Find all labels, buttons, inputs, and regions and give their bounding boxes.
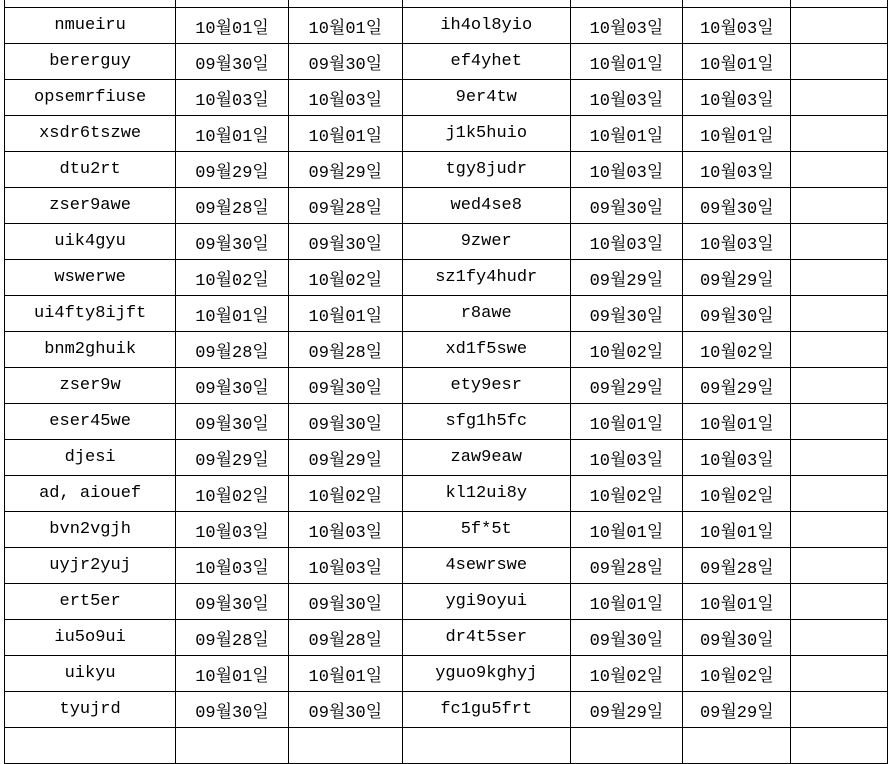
date-cell[interactable]: 09월28일 — [683, 548, 791, 584]
name-cell[interactable]: uikyu — [5, 656, 176, 692]
clipped-edge-cell[interactable] — [791, 332, 888, 368]
clipped-edge-cell[interactable] — [791, 368, 888, 404]
clipped-edge-cell[interactable] — [791, 584, 888, 620]
date-cell[interactable]: 09월30일 — [570, 296, 683, 332]
date-cell[interactable]: 09월30일 — [288, 584, 402, 620]
date-cell[interactable]: 09월30일 — [288, 44, 402, 80]
date-cell[interactable]: 09월29일 — [176, 440, 289, 476]
name-cell[interactable]: xd1f5swe — [402, 332, 570, 368]
date-cell[interactable]: 09월29일 — [683, 692, 791, 728]
date-cell[interactable]: 09월30일 — [683, 188, 791, 224]
table-row — [5, 80, 888, 116]
table-row — [5, 8, 888, 44]
date-cell[interactable] — [570, 0, 683, 8]
name-cell[interactable]: tyujrd — [5, 692, 176, 728]
table-row — [5, 332, 888, 368]
date-cell[interactable]: 09월30일 — [288, 224, 402, 260]
date-cell[interactable]: 10월01일 — [570, 584, 683, 620]
table-row — [5, 692, 888, 728]
date-cell[interactable]: 10월01일 — [176, 296, 289, 332]
name-cell[interactable]: ui4fty8ijft — [5, 296, 176, 332]
date-cell[interactable]: 10월01일 — [683, 44, 791, 80]
name-cell[interactable]: sz1fy4hudr — [402, 260, 570, 296]
date-cell[interactable] — [570, 728, 683, 764]
date-cell[interactable]: 10월01일 — [570, 404, 683, 440]
clipped-edge-cell[interactable] — [791, 152, 888, 188]
clipped-edge-cell[interactable] — [791, 548, 888, 584]
clipped-edge-cell[interactable] — [791, 224, 888, 260]
clipped-edge-cell[interactable] — [791, 80, 888, 116]
name-cell[interactable]: eser45we — [5, 404, 176, 440]
name-cell[interactable]: zser9awe — [5, 188, 176, 224]
clipped-edge-cell[interactable] — [791, 8, 888, 44]
date-cell[interactable]: 09월28일 — [288, 620, 402, 656]
date-cell[interactable]: 10월02일 — [288, 476, 402, 512]
name-cell[interactable]: iu5o9ui — [5, 620, 176, 656]
date-cell[interactable]: 10월01일 — [176, 116, 289, 152]
date-cell[interactable]: 09월28일 — [176, 620, 289, 656]
date-cell[interactable]: 09월30일 — [683, 620, 791, 656]
name-cell[interactable]: zaw9eaw — [402, 440, 570, 476]
date-cell[interactable]: 10월03일 — [570, 80, 683, 116]
date-cell[interactable]: 10월01일 — [683, 116, 791, 152]
date-cell[interactable]: 10월01일 — [288, 8, 402, 44]
date-cell[interactable]: 09월29일 — [288, 440, 402, 476]
date-cell[interactable]: 10월01일 — [288, 296, 402, 332]
name-cell[interactable]: nmueiru — [5, 8, 176, 44]
table-row — [5, 152, 888, 188]
name-cell[interactable]: djesi — [5, 440, 176, 476]
date-cell[interactable]: 10월02일 — [176, 476, 289, 512]
date-cell[interactable]: 10월03일 — [176, 512, 289, 548]
date-cell[interactable]: 09월28일 — [288, 332, 402, 368]
date-cell[interactable]: 10월03일 — [570, 152, 683, 188]
date-cell[interactable]: 09월30일 — [570, 620, 683, 656]
table-row — [5, 584, 888, 620]
name-cell[interactable]: 9zwer — [402, 224, 570, 260]
name-cell[interactable]: sfg1h5fc — [402, 404, 570, 440]
name-cell[interactable] — [5, 728, 176, 764]
date-cell[interactable]: 09월29일 — [683, 260, 791, 296]
clipped-edge-cell[interactable] — [791, 296, 888, 332]
date-cell[interactable]: 10월03일 — [683, 224, 791, 260]
date-cell[interactable]: 10월03일 — [288, 548, 402, 584]
date-cell[interactable]: 10월01일 — [288, 656, 402, 692]
name-cell[interactable]: bvn2vgjh — [5, 512, 176, 548]
clipped-edge-cell[interactable] — [791, 512, 888, 548]
table-row — [5, 404, 888, 440]
name-cell[interactable]: yguo9kghyj — [402, 656, 570, 692]
spreadsheet-body — [5, 0, 888, 764]
name-cell[interactable]: 4sewrswe — [402, 548, 570, 584]
table-row — [5, 44, 888, 80]
name-cell[interactable]: fc1gu5frt — [402, 692, 570, 728]
date-cell[interactable] — [683, 728, 791, 764]
name-cell[interactable]: bererguy — [5, 44, 176, 80]
spreadsheet-table — [4, 0, 888, 764]
date-cell[interactable]: 09월30일 — [176, 404, 289, 440]
name-cell[interactable]: bnm2ghuik — [5, 332, 176, 368]
partial-clipped-row — [5, 728, 888, 764]
date-cell[interactable]: 10월01일 — [176, 8, 289, 44]
table-row — [5, 188, 888, 224]
date-cell[interactable]: 09월30일 — [288, 692, 402, 728]
name-cell[interactable]: zser9w — [5, 368, 176, 404]
date-cell[interactable]: 10월03일 — [288, 80, 402, 116]
date-cell[interactable]: 10월02일 — [570, 656, 683, 692]
name-cell[interactable]: ef4yhet — [402, 44, 570, 80]
date-cell[interactable]: 09월28일 — [288, 188, 402, 224]
clipped-edge-cell[interactable] — [791, 620, 888, 656]
name-cell[interactable]: 9er4tw — [402, 80, 570, 116]
date-cell[interactable]: 09월29일 — [683, 368, 791, 404]
date-cell[interactable]: 09월28일 — [176, 332, 289, 368]
name-cell[interactable]: dtu2rt — [5, 152, 176, 188]
date-cell[interactable]: 10월03일 — [570, 440, 683, 476]
date-cell[interactable]: 10월03일 — [176, 548, 289, 584]
clipped-edge-cell[interactable] — [791, 440, 888, 476]
name-cell[interactable] — [402, 728, 570, 764]
name-cell[interactable]: uyjr2yuj — [5, 548, 176, 584]
table-row — [5, 656, 888, 692]
clipped-edge-cell[interactable] — [791, 116, 888, 152]
clipped-edge-cell[interactable] — [791, 260, 888, 296]
date-cell[interactable]: 09월30일 — [176, 44, 289, 80]
date-cell[interactable]: 09월29일 — [288, 152, 402, 188]
date-cell[interactable]: 09월30일 — [683, 296, 791, 332]
name-cell[interactable]: wswerwe — [5, 260, 176, 296]
date-cell[interactable]: 09월30일 — [288, 368, 402, 404]
date-cell[interactable]: 10월01일 — [683, 584, 791, 620]
date-cell[interactable]: 09월29일 — [176, 152, 289, 188]
name-cell[interactable] — [5, 0, 176, 8]
date-cell[interactable]: 09월29일 — [570, 260, 683, 296]
name-cell[interactable]: ygi9oyui — [402, 584, 570, 620]
date-cell[interactable]: 09월29일 — [570, 692, 683, 728]
date-cell[interactable]: 10월03일 — [570, 8, 683, 44]
date-cell[interactable]: 10월01일 — [176, 656, 289, 692]
name-cell[interactable]: dr4t5ser — [402, 620, 570, 656]
table-row — [5, 512, 888, 548]
date-cell[interactable]: 10월03일 — [683, 152, 791, 188]
name-cell[interactable]: kl12ui8y — [402, 476, 570, 512]
table-row — [5, 224, 888, 260]
clipped-edge-cell[interactable] — [791, 404, 888, 440]
name-cell[interactable]: ih4ol8yio — [402, 8, 570, 44]
date-cell[interactable]: 09월30일 — [176, 368, 289, 404]
date-cell[interactable]: 09월30일 — [570, 188, 683, 224]
date-cell[interactable]: 09월30일 — [176, 584, 289, 620]
date-cell[interactable]: 10월01일 — [570, 512, 683, 548]
date-cell[interactable]: 10월03일 — [570, 224, 683, 260]
clipped-edge-cell[interactable] — [791, 476, 888, 512]
date-cell[interactable] — [288, 728, 402, 764]
clipped-edge-cell[interactable] — [791, 44, 888, 80]
name-cell[interactable] — [402, 0, 570, 8]
date-cell[interactable]: 10월02일 — [570, 332, 683, 368]
date-cell[interactable] — [683, 0, 791, 8]
date-cell[interactable]: 10월01일 — [570, 44, 683, 80]
name-cell[interactable]: ety9esr — [402, 368, 570, 404]
date-cell[interactable]: 10월03일 — [288, 512, 402, 548]
name-cell[interactable]: 5f*5t — [402, 512, 570, 548]
name-cell[interactable]: ert5er — [5, 584, 176, 620]
name-cell[interactable]: wed4se8 — [402, 188, 570, 224]
date-cell[interactable]: 10월01일 — [683, 404, 791, 440]
date-cell[interactable]: 10월03일 — [683, 80, 791, 116]
table-row — [5, 620, 888, 656]
clipped-edge-cell[interactable] — [791, 0, 888, 8]
clipped-edge-cell[interactable] — [791, 656, 888, 692]
date-cell[interactable] — [176, 0, 289, 8]
date-cell[interactable]: 10월02일 — [683, 332, 791, 368]
partial-clipped-row — [5, 0, 888, 8]
date-cell[interactable]: 10월02일 — [570, 476, 683, 512]
table-row — [5, 548, 888, 584]
date-cell[interactable]: 10월02일 — [683, 476, 791, 512]
date-cell[interactable]: 09월30일 — [176, 692, 289, 728]
table-row — [5, 260, 888, 296]
date-cell[interactable]: 09월30일 — [288, 404, 402, 440]
date-cell[interactable]: 10월02일 — [683, 656, 791, 692]
date-cell[interactable]: 10월01일 — [288, 116, 402, 152]
clipped-edge-cell[interactable] — [791, 728, 888, 764]
date-cell[interactable]: 10월02일 — [288, 260, 402, 296]
date-cell[interactable]: 10월02일 — [176, 260, 289, 296]
name-cell[interactable]: xsdr6tszwe — [5, 116, 176, 152]
clipped-edge-cell[interactable] — [791, 188, 888, 224]
table-row — [5, 476, 888, 512]
date-cell[interactable]: 09월29일 — [570, 368, 683, 404]
table-row — [5, 440, 888, 476]
date-cell[interactable]: 10월01일 — [570, 116, 683, 152]
date-cell[interactable]: 10월01일 — [683, 512, 791, 548]
date-cell[interactable]: 10월03일 — [176, 80, 289, 116]
date-cell[interactable] — [176, 728, 289, 764]
table-row — [5, 296, 888, 332]
date-cell[interactable]: 10월03일 — [683, 8, 791, 44]
name-cell[interactable]: ad, aiouef — [5, 476, 176, 512]
table-row — [5, 116, 888, 152]
name-cell[interactable]: opsemrfiuse — [5, 80, 176, 116]
date-cell[interactable] — [288, 0, 402, 8]
date-cell[interactable]: 09월30일 — [176, 224, 289, 260]
name-cell[interactable]: j1k5huio — [402, 116, 570, 152]
name-cell[interactable]: uik4gyu — [5, 224, 176, 260]
name-cell[interactable]: r8awe — [402, 296, 570, 332]
date-cell[interactable]: 09월28일 — [570, 548, 683, 584]
date-cell[interactable]: 10월03일 — [683, 440, 791, 476]
date-cell[interactable]: 09월28일 — [176, 188, 289, 224]
clipped-edge-cell[interactable] — [791, 692, 888, 728]
table-row — [5, 368, 888, 404]
name-cell[interactable]: tgy8judr — [402, 152, 570, 188]
